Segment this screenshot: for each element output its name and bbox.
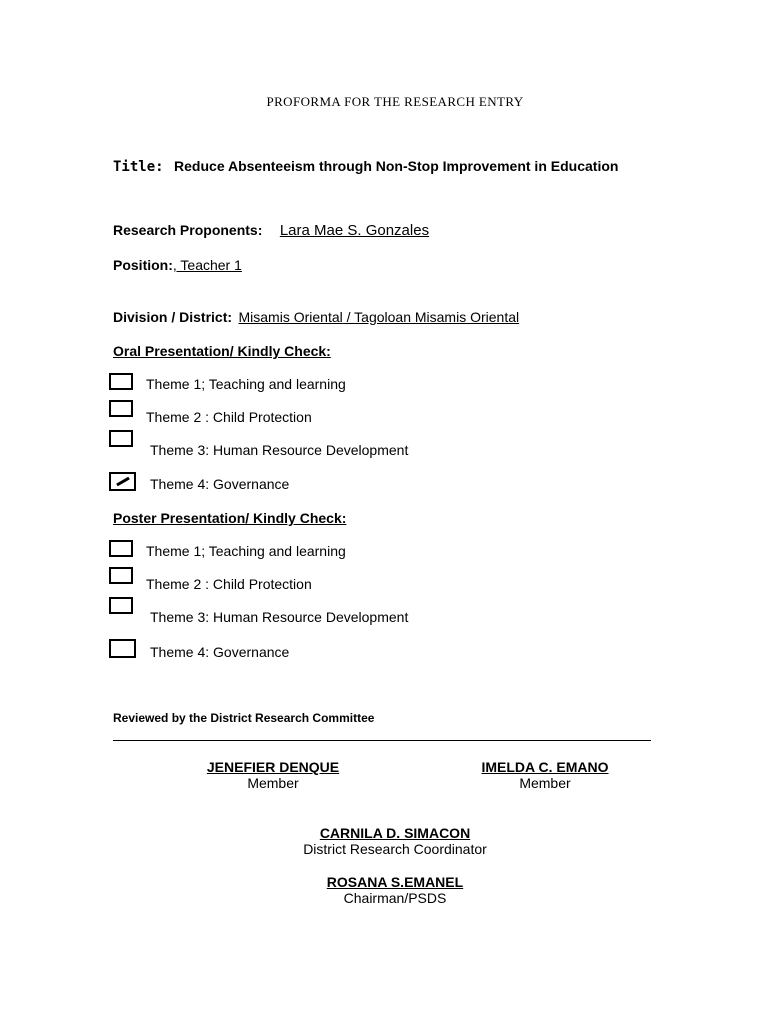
oral-theme-3-label: Theme 3: Human Resource Development [150,442,409,458]
signatory-name: ROSANA S.EMANEL [326,874,464,890]
signatory-role: Member [247,775,299,791]
position-label: Position: [113,257,173,273]
signatory-4 [260,874,530,906]
oral-checkbox-theme-2[interactable] [109,400,133,417]
signatory-name: JENEFIER DENQUE [206,759,340,775]
poster-theme-1-label: Theme 1; Teaching and learning [146,543,346,559]
poster-theme-4-label: Theme 4: Governance [150,644,290,660]
poster-checkbox-theme-2[interactable] [109,567,133,584]
signatory-name: IMELDA C. EMANO [481,759,609,775]
check-mark-icon [116,477,130,487]
title-row [113,158,618,176]
oral-theme-4-label: Theme 4: Governance [150,476,290,492]
oral-checkbox-theme-4[interactable] [109,472,136,491]
division-row [113,309,519,327]
signatory-role: District Research Coordinator [303,841,487,857]
oral-heading: Oral Presentation/ Kindly Check: [113,343,331,359]
proponents-row [113,222,429,240]
poster-checkbox-theme-4[interactable] [109,639,136,658]
oral-theme-2-label: Theme 2 : Child Protection [146,409,312,425]
position-row [113,257,242,275]
division-value: Misamis Oriental [238,309,343,325]
signatory-name: CARNILA D. SIMACON [319,825,471,841]
oral-checkbox-theme-1[interactable] [109,373,133,390]
division-label: Division / District: [113,309,233,325]
title-value: Reduce Absenteeism through Non-Stop Improvement in Education [174,158,619,174]
signatory-role: Member [519,775,571,791]
oral-checkbox-theme-3[interactable] [109,430,133,447]
reviewed-by-label: Reviewed by the District Research Committee [113,711,375,725]
signatory-3 [260,825,530,857]
oral-theme-1-label: Theme 1; Teaching and learning [146,376,346,392]
poster-theme-3-label: Theme 3: Human Resource Development [150,609,409,625]
proponents-label: Research Proponents: [113,222,263,238]
signature-divider [113,740,651,741]
proponents-value: Lara Mae S. Gonzales [279,222,430,239]
district-value: Tagoloan Misamis Oriental [354,309,520,325]
poster-checkbox-theme-1[interactable] [109,540,133,557]
poster-heading: Poster Presentation/ Kindly Check: [113,510,347,526]
signatory-role: Chairman/PSDS [343,890,447,906]
division-separator: / [342,309,355,325]
position-value: , Teacher 1 [172,257,242,273]
page-heading: PROFORMA FOR THE RESEARCH ENTRY [266,94,524,109]
signatory-1 [170,759,376,791]
signatory-2 [442,759,648,791]
poster-checkbox-theme-3[interactable] [109,597,133,614]
poster-theme-2-label: Theme 2 : Child Protection [146,576,312,592]
title-label: Title: [113,159,164,175]
